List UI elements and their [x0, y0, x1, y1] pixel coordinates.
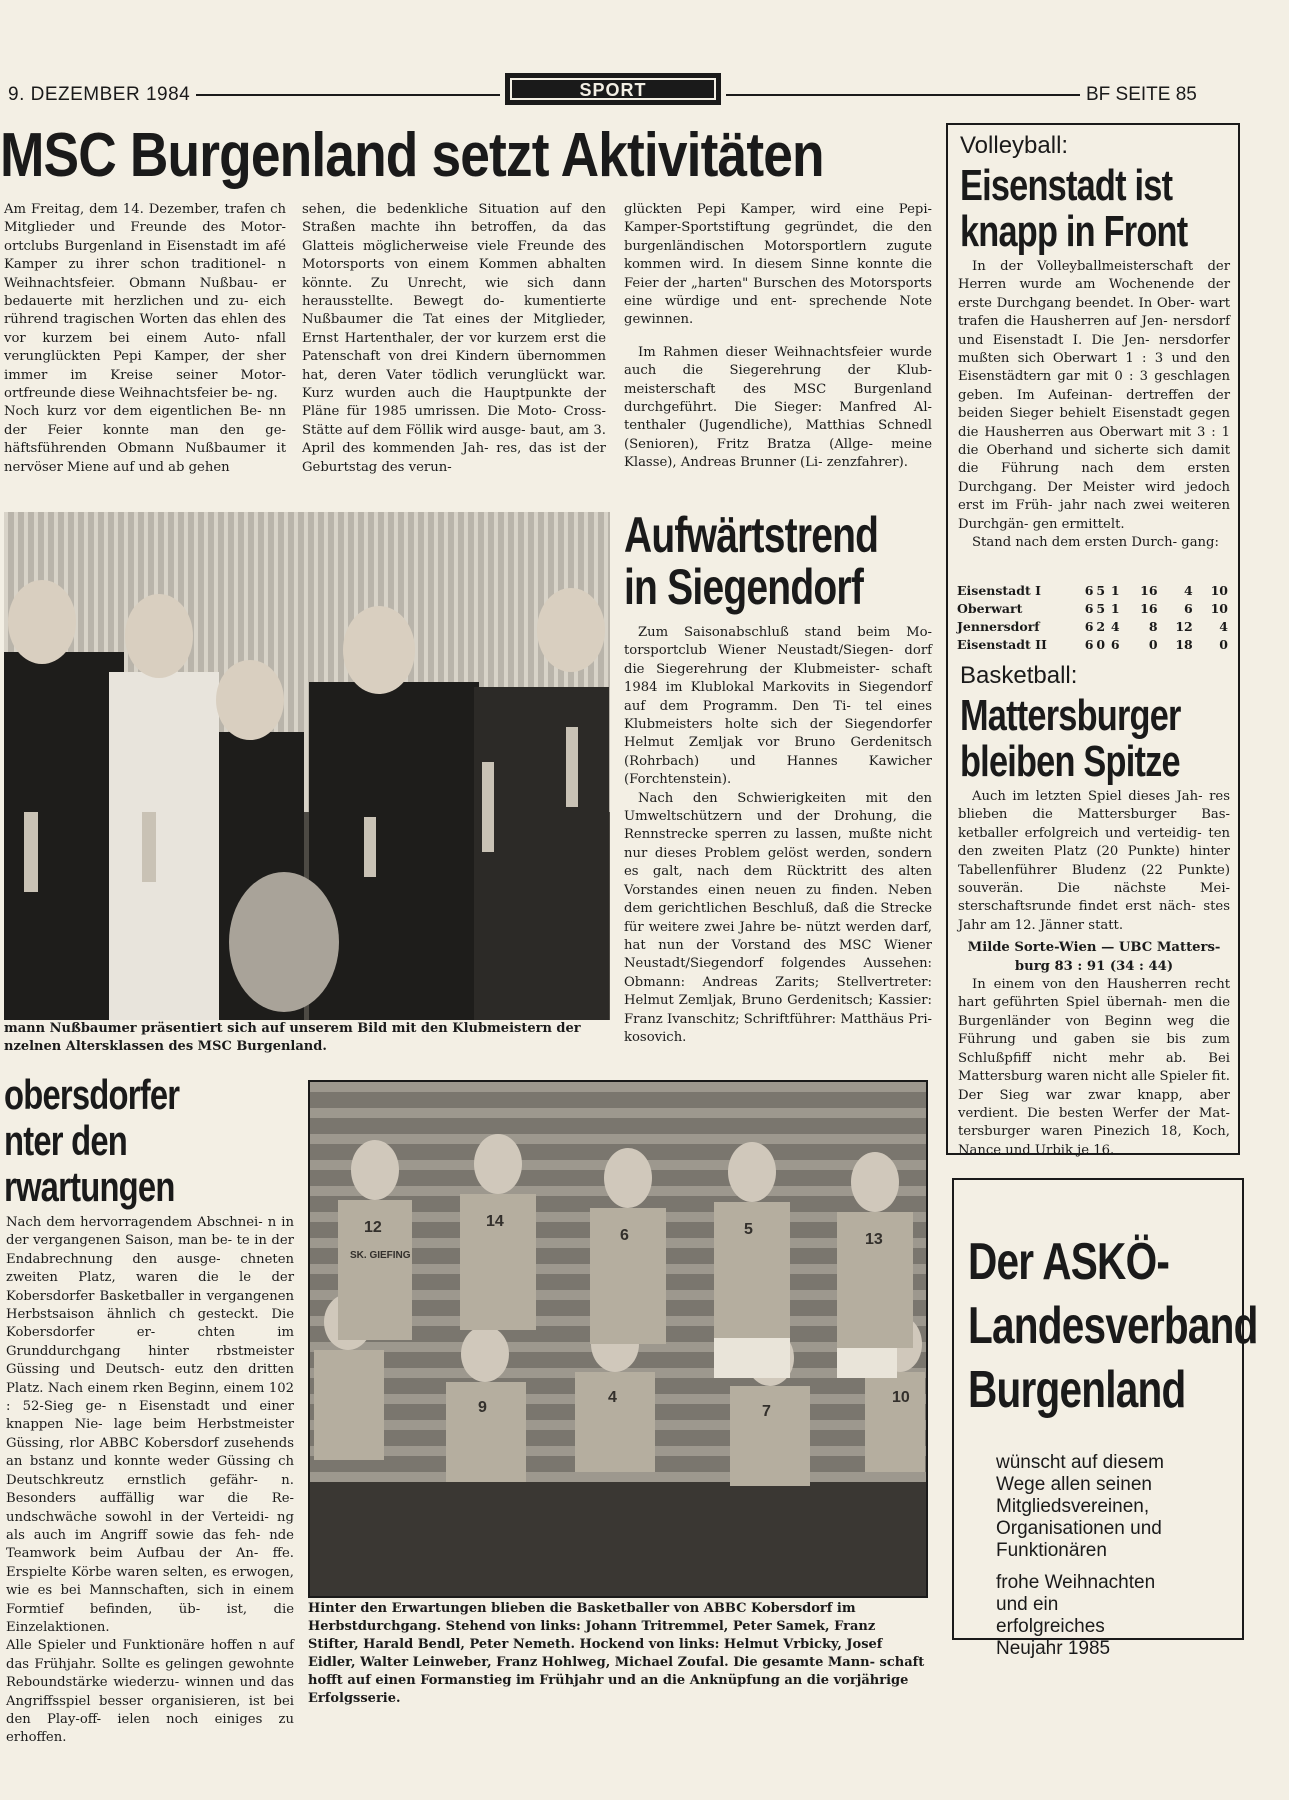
section-label: SPORT	[510, 78, 716, 100]
photo-basketball-team	[308, 1080, 928, 1598]
standings-losses: 4	[1110, 619, 1120, 634]
main-article-col3	[624, 201, 932, 473]
kobersdorf-paragraph-2: Alle Spieler und Funktionäre hoffen n auf das Frühjahr. Sollte es gelingen gewohnte Reboundstärke wiederzu- winnen und das Angriffsspiel besser organisieren, ist bei den Play-off- ielen noch einiges zu erhoffen.	[6, 1638, 294, 1746]
standings-sets-against: 12	[1175, 619, 1193, 634]
jersey-number: 10	[892, 1389, 910, 1406]
page-number: BF SEITE 85	[1086, 84, 1197, 105]
standings-points: 10	[1210, 601, 1228, 616]
jersey-number: 5	[744, 1221, 753, 1238]
ad-line: Funktionären	[996, 1540, 1107, 1561]
standings-points: 10	[1210, 583, 1228, 598]
siegendorf-article	[624, 624, 932, 1047]
ad-line: Mitgliedsvereinen,	[996, 1496, 1150, 1517]
jersey-number: 13	[865, 1231, 883, 1248]
photo-basketball-team-caption: Hinter den Erwartungen blieben die Basketballer von ABBC Kobersdorf im Herbstdurchgang. Stehend von links: Johann Tritremmel, Peter Samek, Franz Stifter, Harald Bendl, Peter Nemeth. Hockend von links: Helmut Vrbicky, Josef Eidler, Walter Leinweber, Franz Hohlweg, Michael Zoufal. Die gesamte Mann- schaft hofft auf einen Formanstieg im Frühjahr und an die Anknüpfung an die vorjährige Erfolgsserie.	[308, 1601, 925, 1706]
table-row	[957, 636, 1231, 654]
siegendorf-headline-1: Aufwärtstrend	[624, 507, 879, 563]
kobersdorf-paragraph-1: Nach dem hervorragendem Abschnei- n in der vergangenen Saison, man be- te in der Endabrechnung den ausge- chneten zweiten Platz, waren die le der Kobersdorfer Basketballer in vergangenen Herbstsaison ähnlich ch gesteckt. Die Kobersdorfer er- chten im Grunddurchgang hinter rbstmeister Güssing und Deutsch- eutz den dritten Platz. Nach einem rken Beginn, einem 102 : 52-Sieg ge- n Eisenstadt und einer knappen Nie- lage beim Herbstmeister Güssing, rlor ABBC Kobersdorf zusehends an bstanz und konnte weder Güssing ch Deutschkreutz ernstlich gefähr- n. Besonders auffällig war die Re- undschwäche sowohl in der Verteidi- ng als auch im Angriff sowie das feh- nde Teamwork beim Aufbau der An- ffe. Erspielte Körbe waren selten, es erwogen, wie es bei Mannschaften, sich in einem Formtief befinden, üb- ist, die Einzelaktionen.	[6, 1215, 294, 1635]
ad-line: Neujahr 1985	[996, 1638, 1111, 1659]
standings-sets-against: 6	[1184, 601, 1193, 616]
ad-line: Organisationen und	[996, 1518, 1162, 1539]
issue-date: 9. DEZEMBER 1984	[8, 84, 191, 105]
standings-sets-for: 16	[1140, 583, 1158, 598]
siegendorf-headline-2: in Siegendorf	[624, 559, 864, 615]
ad-line: erfolgreiches	[996, 1616, 1105, 1637]
photo-club-champions	[4, 512, 610, 1020]
header-rule-left	[196, 94, 500, 96]
volleyball-kicker: Volleyball:	[960, 132, 1069, 159]
standings-losses: 1	[1110, 583, 1120, 598]
photo-club-champions-caption: mann Nußbaumer präsentiert sich auf unserem Bild mit den Klubmeistern der nzelnen Altersklassen des MSC Burgenland.	[4, 1021, 581, 1054]
basketball-article	[958, 788, 1230, 1160]
jersey-number: 6	[620, 1227, 629, 1244]
jersey-number: 12	[364, 1219, 382, 1236]
main-col1-paragraph-1: Am Freitag, dem 14. Dezember, trafen ch Mitglieder und Freunde des Motor- ortclubs Burgenland in Eisenstadt im afé Kamper zu ihrer schon traditionel- n Weihnachtsfeier. Obmann Nußbau- er bedauerte mit herzlichen und zu- eich rührend tragischen Worten das ehlen des vor kurzem bei einem Auto- nfall verunglückten Pepi Kamper, der sher immer im Kreise seiner Motor- ortfreunde diese Weihnachtsfeier be- ng.	[4, 202, 286, 402]
volleyball-paragraph: In der Volleyballmeisterschaft der Herren wurde am Wochenende der erste Durchgang beendet. In Ober- wart trafen die Hausherren auf Jen- nersdorf und Eisenstadt I. Die Jen- nersdorfer mußten sich Oberwart 1 : 3 und den Eisenstädtern gar mit 0 : 3 geschlagen geben. Im Aufeinan- dertreffen der beiden Sieger behielt Eisenstadt gegen die Hausherren aus Oberwart mit 3 : 1 die Oberhand und sicherte sich damit die Führung nach dem ersten Durchgang. Der Meister wird jedoch erst im Früh- jahr nach zwei weiteren Durchgän- gen ermittelt.	[958, 259, 1230, 532]
ad-line: Wege allen seinen	[996, 1474, 1152, 1495]
jersey-sponsor: SK. GIEFING	[350, 1250, 411, 1261]
basketball-kicker: Basketball:	[960, 662, 1078, 689]
standings-sets-against: 4	[1184, 583, 1193, 598]
siegendorf-paragraph-1: Zum Saisonabschluß stand beim Mo- torsportclub Wiener Neustadt/Siegen- dorf die Siegerehrung der Klubmeister- schaft 1984 im Klublokal Markovits in Siegendorf auf dem Programm. Den Ti- tel eines Klubmeisters holte sich der Siegendorfer Helmut Zemljak vor Bruno Gerdenitsch (Rohrbach) und Hannes Kawicher (Forchtenstein).	[624, 625, 932, 788]
basketball-paragraph-2: In einem von den Hausherren recht hart geführten Spiel übernah- men die Burgenländer von Beginn weg die Führung und gaben sie bis zum Schlußpfiff nicht mehr ab. Bei Mattersburg waren nicht alle Spieler fit. Der Sieg war zwar knapp, aber verdient. Die besten Werfer der Mat- tersburger waren Pinezich 18, Koch, Nance und Urbik je 16.	[958, 977, 1230, 1158]
basketball-result: Milde Sorte-Wien — UBC Matters- burg 83 : 91 (34 : 44)	[967, 940, 1221, 974]
standings-sets-for: 8	[1148, 619, 1158, 634]
main-headline: MSC Burgenland setzt Aktivitäten	[0, 121, 824, 190]
jersey-number: 7	[762, 1403, 771, 1420]
volleyball-headline-1: Eisenstadt ist	[960, 161, 1173, 210]
volleyball-standings-intro: Stand nach dem ersten Durch- gang:	[972, 535, 1219, 551]
kobersdorf-headline-1: obersdorfer	[4, 1071, 180, 1118]
jersey-number: 4	[608, 1389, 617, 1406]
standings-team: Eisenstadt I	[957, 583, 1041, 598]
volleyball-headline-2: knapp in Front	[960, 207, 1188, 256]
main-article-col1	[4, 201, 286, 477]
section-label-box	[505, 73, 721, 105]
standings-wins: 2	[1096, 619, 1106, 634]
ad-line: frohe Weihnachten	[996, 1572, 1156, 1593]
standings-games: 6	[1084, 601, 1094, 616]
photo-basketball-team-image	[310, 1082, 926, 1596]
ad-line: und ein	[996, 1594, 1059, 1615]
volleyball-standings-table	[957, 582, 1231, 654]
standings-points: 4	[1219, 619, 1228, 634]
main-col3-paragraph-1: glückten Pepi Kamper, wird eine Pepi- Kamper-Sportstiftung gegründet, die den burgenländischen Motorsportlern zugute kommen wird. In diesem Sinne konnte die Feier der „harten" Burschen des Motorsports eine würdige und ent- sprechende Note gewinnen.	[624, 202, 932, 328]
kobersdorf-headline-2: nter den	[4, 1117, 127, 1164]
standings-losses: 1	[1110, 601, 1120, 616]
ad-line: wünscht auf diesem	[996, 1452, 1164, 1473]
ad-headline-1: Der ASKÖ-	[968, 1233, 1170, 1291]
main-col3-paragraph-2: Im Rahmen dieser Weihnachtsfeier wurde auch die Siegerehrung der Klub- meisterschaft des MSC Burgenland durchgeführt. Die Sieger: Manfred Al- tenthaler (Jugendliche), Matthias Schnedl (Senioren), Fritz Bratza (Allge- meine Klasse), Andreas Brunner (Li- zenzfahrer).	[624, 344, 932, 471]
standings-losses: 6	[1110, 637, 1120, 652]
ad-message	[996, 1452, 1236, 1660]
standings-sets-for: 0	[1148, 637, 1158, 652]
standings-team: Eisenstadt II	[957, 637, 1047, 652]
standings-wins: 5	[1096, 583, 1106, 598]
standings-team: Jennersdorf	[957, 619, 1040, 634]
main-col2-paragraph: sehen, die bedenkliche Situation auf den Straßen machte ihn betroffen, da das Glatteis möglicherweise viele Freunde des Motorsports von einem Kommen abhalten könnte. Zu Unrecht, wie sich dann herausstellte. Bewegt do- kumentierte Nußbaumer die Tat eines der Mitglieder, Ernst Hartenthaler, der vor kurzem erst die Patenschaft von drei Kindern übernommen hat, deren Vater tödlich verunglückt war. Kurz wurden auch die Hauptpunkte der Pläne für 1985 umrissen. Die Moto- Cross-Stätte auf dem Föllik wird ausge- baut, am 3. April des kommenden Jah- res, das ist der Geburtstag des verun-	[302, 202, 606, 475]
siegendorf-paragraph-2: Nach den Schwierigkeiten mit den Umweltschützern und der Drohung, die Rennstrecke sperren zu lassen, mußte nicht nur dieses Problem gelöst werden, sondern es galt, nach dem Rücktritt des alten Vorstandes einen neuen zu finden. Neben dem gerichtlichen Beschluß, daß die Strecke für weitere zwei Jahre be- nützt werden darf, hat nun der Vorstand des MSC Wiener Neustadt/Siegendorf folgendes Aussehen: Obmann: Andreas Zarits; Stellvertreter: Helmut Zemljak, Bruno Gerdenitsch; Kassier: Franz Ivanschitz; Schriftführer: Matthäus Pri- kosovich.	[624, 790, 932, 1045]
table-row	[957, 618, 1231, 636]
kobersdorf-article	[6, 1214, 294, 1748]
basketball-headline-2: bleiben Spitze	[960, 737, 1180, 786]
header-rule-right	[726, 94, 1080, 96]
table-row	[957, 600, 1231, 618]
main-col1-paragraph-2: Noch kurz vor dem eigentlichen Be- nn der Feier konnte man den ge- häftsführenden Obmann Nußbaumer it nervöser Miene auf und ab gehen	[4, 404, 286, 475]
basketball-headline-1: Mattersburger	[960, 691, 1181, 740]
ad-headline-3: Burgenland	[968, 1361, 1186, 1419]
jersey-number: 14	[486, 1213, 504, 1230]
standings-wins: 5	[1096, 601, 1106, 616]
main-article-col2	[302, 201, 606, 477]
standings-games: 6	[1084, 583, 1094, 598]
standings-games: 6	[1084, 619, 1094, 634]
standings-sets-for: 16	[1140, 601, 1158, 616]
kobersdorf-headline-3: rwartungen	[4, 1163, 175, 1210]
basketball-paragraph-1: Auch im letzten Spiel dieses Jah- res blieben die Mattersburger Bas- ketballer erfolgreich und verteidig- ten den zweiten Platz (20 Punkte) hinter Tabellenführer Bludenz (22 Punkte) souverän. Die nächste Mei- sterschaftsrunde findet erst näch- stes Jahr am 12. Jänner statt.	[958, 789, 1230, 933]
photo-club-champions-image	[4, 512, 610, 1020]
volleyball-article	[958, 258, 1230, 553]
standings-sets-against: 18	[1175, 637, 1193, 652]
table-row	[957, 582, 1231, 600]
standings-team: Oberwart	[957, 601, 1023, 616]
standings-games: 6	[1084, 637, 1094, 652]
standings-points: 0	[1219, 637, 1228, 652]
standings-wins: 0	[1096, 637, 1106, 652]
jersey-number: 9	[478, 1399, 487, 1416]
ad-headline-2: Landesverband	[968, 1297, 1258, 1355]
